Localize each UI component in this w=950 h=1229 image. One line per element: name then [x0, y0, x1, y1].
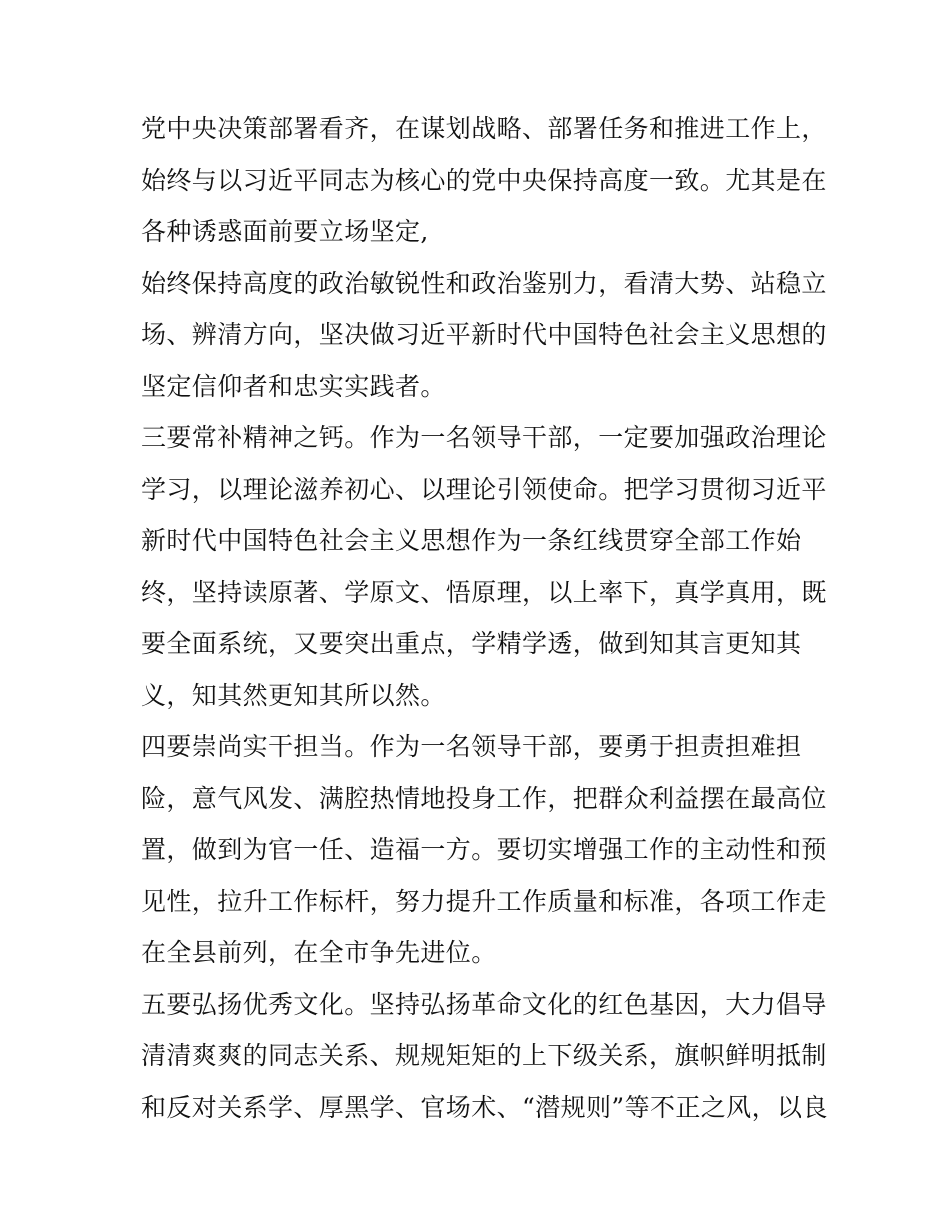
text-line: 坚定信仰者和忠实实践者。: [141, 371, 446, 401]
text-line: 在全县前列，在全市争先进位。: [141, 938, 497, 967]
text-line: 要全面系统，又要突出重点，学精学透，做到知其言更知其: [141, 629, 802, 658]
text-line: 置，做到为官一任、造福一方。要切实增强工作的主动性和预: [141, 835, 827, 864]
text-line: 场、辨清方向，坚决做习近平新时代中国特色社会主义思想的: [141, 320, 827, 349]
text-line: 和反对关系学、厚黑学、官场术、“潜规则”等不正之风，以良: [141, 1092, 828, 1122]
text-line: 学习，以理论滋养初心、以理论引领使命。把学习贯彻习近平: [141, 474, 827, 504]
text-line: 见性，拉升工作标杆，努力提升工作质量和标准，各项工作走: [141, 886, 827, 916]
text-line: 五要弘扬优秀文化。坚持弘扬革命文化的红色基因，大力倡导: [141, 989, 827, 1019]
text-line: 义，知其然更知其所以然。: [141, 680, 446, 710]
text-line: 各种诱惑面前要立场坚定,: [141, 217, 429, 246]
text-line: 险，意气风发、满腔热情地投身工作，把群众利益摆在最高位: [141, 783, 827, 813]
text-line: 三要常补精神之钙。作为一名领导干部，一定要加强政治理论: [141, 423, 827, 452]
text-line: 始终保持高度的政治敏锐性和政治鉴别力，看清大势、站稳立: [141, 268, 827, 298]
text-line: 党中央决策部署看齐，在谋划战略、部署任务和推进工作上，: [141, 114, 827, 143]
text-line: 新时代中国特色社会主义思想作为一条红线贯穿全部工作始: [141, 526, 802, 555]
text-line: 清清爽爽的同志关系、规规矩矩的上下级关系，旗帜鲜明抵制: [141, 1041, 827, 1070]
body-text: [141, 103, 828, 1133]
text-line: 四要崇尚实干担当。作为一名领导干部，要勇于担责担难担: [141, 732, 802, 761]
text-line: 终，坚持读原著、学原文、悟原理，以上率下，真学真用，既: [141, 577, 827, 607]
text-line: 始终与以习近平同志为核心的党中央保持高度一致。尤其是在: [141, 165, 827, 195]
